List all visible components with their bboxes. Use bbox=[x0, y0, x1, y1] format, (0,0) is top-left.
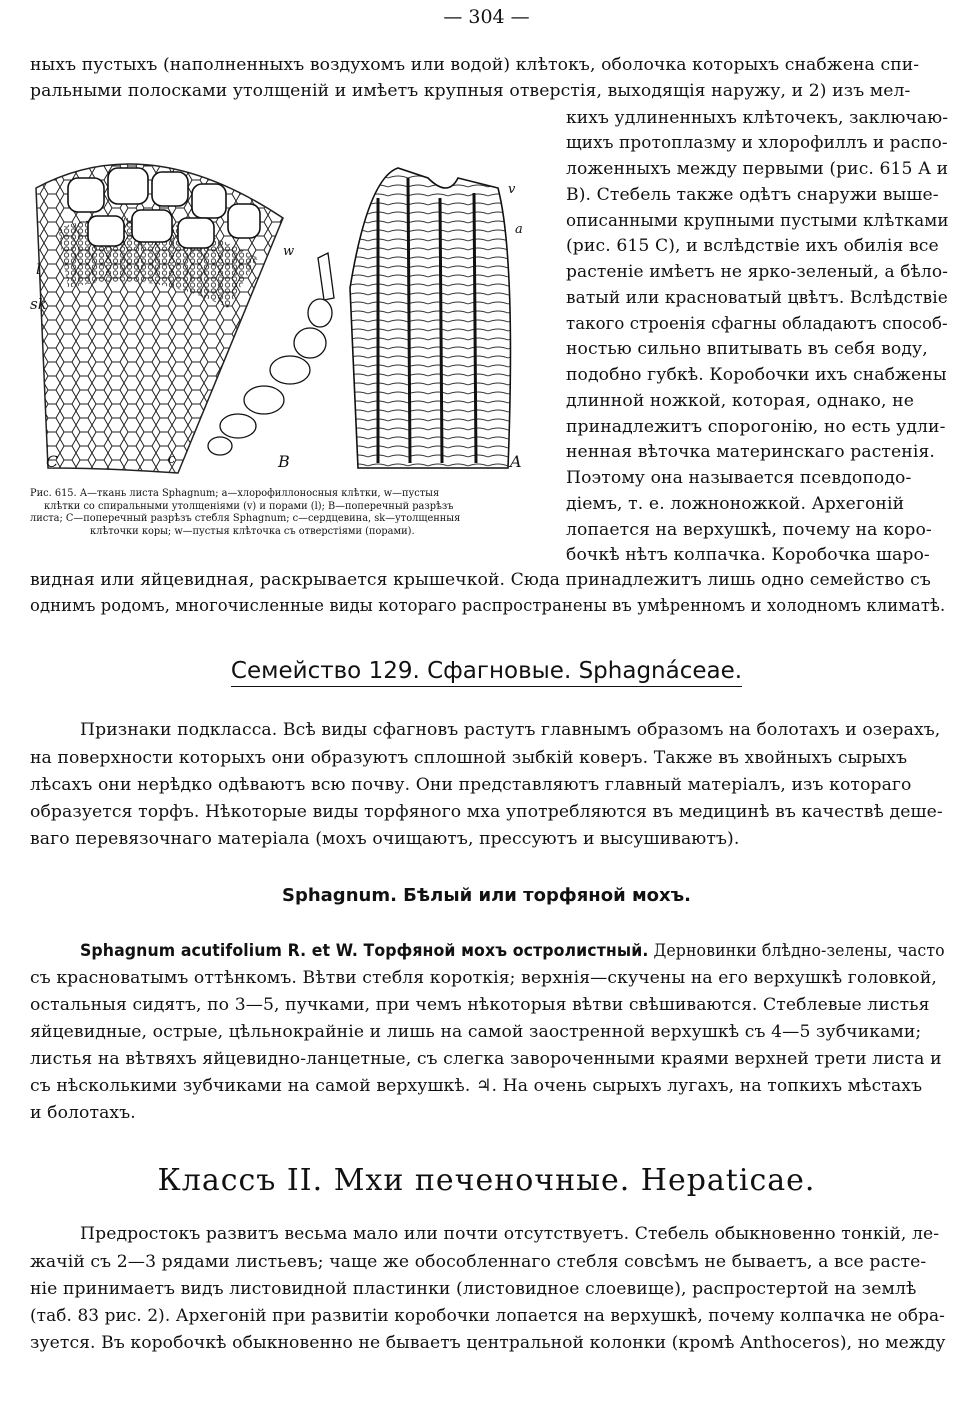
figure-label-c-small: c bbox=[168, 452, 176, 467]
class-para-line: (таб. 83 рис. 2). Архегоній при развитіи коробочки лопается на верхушкѣ, почему колпачка не обра- bbox=[30, 1306, 945, 1326]
species-line: остальныя сидятъ, по 3—5, пучками, при чемъ нѣкоторыя вѣтви свѣшиваются. Стеблевые листья bbox=[30, 995, 930, 1015]
species-line: листья на вѣтвяхъ яйцевидно-ланцетные, съ слегка завороченными краями верхней трети листа и bbox=[30, 1049, 942, 1069]
caption-line: клѣточки коры; w—пустыя клѣточка съ отверстіями (порами). bbox=[90, 525, 415, 537]
right-column-line: растеніе имѣетъ не ярко-зеленый, а бѣло- bbox=[566, 262, 949, 282]
figure-label-c: C bbox=[46, 452, 59, 471]
page-number: — 304 — bbox=[443, 6, 530, 28]
caption-line: Рис. 615. А—ткань листа Sphagnum; а—хлорофиллоносныя клѣтки, w—пустыя bbox=[30, 488, 440, 499]
body-line: однимъ родомъ, многочисленные виды котораго распространены въ умѣренномъ и холодномъ климатѣ. bbox=[30, 596, 946, 616]
figure-label-a-small: a bbox=[515, 222, 523, 237]
figure-label-a: A bbox=[510, 452, 522, 471]
class-para-line: Предростокъ развитъ весьма мало или почти отсутствуетъ. Стебель обыкновенно тонкій, ле- bbox=[80, 1224, 940, 1244]
class-heading: Классъ II. Мхи печеночные. Hepaticae. bbox=[157, 1163, 816, 1198]
intro-line-1: ныхъ пустыхъ (наполненныхъ воздухомъ или водой) клѣтокъ, оболочка которыхъ снабжена спи- bbox=[30, 55, 920, 75]
species-line: и болотахъ. bbox=[30, 1103, 136, 1123]
right-column-line: Поэтому она называется псевдоподо- bbox=[566, 468, 912, 488]
intro-line-2: ральными полосками утолщеній и имѣетъ крупныя отверстія, выходящія наружу, и 2) изъ мел- bbox=[30, 81, 911, 101]
right-column-line: ностью сильно впитывать въ себя воду, bbox=[566, 339, 928, 359]
right-column-line: описанными крупными пустыми клѣтками bbox=[566, 211, 949, 231]
class-para-line: жачій съ 2—3 рядами листьевъ; чаще же обособленнаго стебля совсѣмъ не бываетъ, а все расте- bbox=[30, 1252, 927, 1272]
figure-label-l: l bbox=[36, 262, 41, 278]
right-column-line: бочкѣ нѣтъ колпачка. Коробочка шаро- bbox=[566, 545, 930, 565]
caption-line: листа; С—поперечный разрѣзъ стебля Sphagnum; с—сердцевина, sk—утолщенныя bbox=[30, 513, 461, 525]
figure-label-b: B bbox=[278, 452, 290, 471]
family-heading: Семейство 129. Сфагновые. Sphagnáceae. bbox=[0, 658, 973, 684]
right-column-line: В). Стебель также одѣтъ снаружи выше- bbox=[566, 185, 939, 205]
leaf-tissue bbox=[350, 168, 510, 468]
right-column-line: щихъ протоплазму и хлорофиллъ и распо- bbox=[566, 133, 948, 153]
right-column-line: ложенныхъ между первыми (рис. 615 А и bbox=[566, 159, 949, 179]
right-column-line: подобно губкѣ. Коробочки ихъ снабжены bbox=[566, 365, 947, 385]
family-para-line: Признаки подкласса. Всѣ виды сфагновъ растутъ главнымъ образомъ на болотахъ и озерахъ, bbox=[80, 720, 941, 740]
species-line: яйцевидные, острые, цѣльнокрайніе и лишь на самой заостренной верхушкѣ съ 4—5 зубчиками; bbox=[30, 1022, 922, 1042]
species-line: съ красноватымъ оттѣнкомъ. Вѣтви стебля короткія; верхнія—скучены на его верхушкѣ головкой, bbox=[30, 968, 937, 988]
genus-heading: Sphagnum. Бѣлый или торфяной мохъ. bbox=[282, 885, 691, 906]
figure-label-w: w bbox=[283, 244, 295, 259]
sphagnum-tissue-illustration bbox=[28, 138, 548, 484]
right-column-line: принадлежитъ спорогонію, но есть удли- bbox=[566, 417, 946, 437]
right-column-line: ватый или красноватый цвѣтъ. Вслѣдствіе bbox=[566, 288, 948, 308]
species-line: съ нѣсколькими зубчиками на самой верхушкѣ. ♃. На очень сырыхъ лугахъ, на топкихъ мѣстахъ bbox=[30, 1076, 923, 1096]
family-para-line: ваго перевязочнаго матеріала (мохъ очищаютъ, прессуютъ и высушиваютъ). bbox=[30, 829, 740, 849]
figure-label-v: v bbox=[508, 182, 516, 197]
right-column-line: ненная вѣточка материнскаго растенія. bbox=[566, 442, 935, 462]
right-column-line: (рис. 615 С), и вслѣдствіе ихъ обилія все bbox=[566, 236, 939, 256]
family-para-line: на поверхности которыхъ они образуютъ сплошной зыбкій коверъ. Также въ хвойныхъ сырыхъ bbox=[30, 748, 908, 768]
species-first-line bbox=[80, 940, 945, 962]
species-name: Sphagnum acutifolium R. et W. Торфяной мохъ остролистный. bbox=[80, 941, 649, 961]
body-line: видная или яйцевидная, раскрывается крышечкой. Сюда принадлежитъ лишь одно семейство съ bbox=[30, 570, 931, 590]
right-column-line: длинной ножкой, которая, однако, не bbox=[566, 391, 914, 411]
species-first-text: Дерновинки блѣдно-зелены, часто bbox=[648, 941, 945, 961]
figure-caption bbox=[30, 488, 550, 538]
family-para-line: лѣсахъ они нерѣдко одѣваютъ всю почву. Они представляютъ главный матеріалъ, изъ котораго bbox=[30, 775, 912, 795]
right-column-line: такого строенія сфагны обладаютъ способ- bbox=[566, 314, 948, 334]
family-para-line: образуется торфъ. Нѣкоторые виды торфяного мха употребляются въ медицинѣ въ качествѣ деше- bbox=[30, 802, 943, 822]
figure-label-sk: sk bbox=[30, 295, 47, 313]
right-column-line: лопается на верхушкѣ, почему на коро- bbox=[566, 520, 932, 540]
class-para-line: зуется. Въ коробочкѣ обыкновенно не бываетъ центральной колонки (кромѣ Anthoceros), но между bbox=[30, 1333, 946, 1353]
caption-line: клѣтки со спиральными утолщеніями (v) и порами (l); В—поперечный разрѣзъ bbox=[44, 500, 454, 512]
class-para-line: ніе принимаетъ видъ листовидной пластинки (листовидное слоевище), распростертой на землѣ bbox=[30, 1279, 917, 1299]
right-column-line: кихъ удлиненныхъ клѣточекъ, заключаю- bbox=[566, 108, 949, 128]
right-column-line: діемъ, т. е. ложноножкой. Архегоній bbox=[566, 494, 905, 514]
